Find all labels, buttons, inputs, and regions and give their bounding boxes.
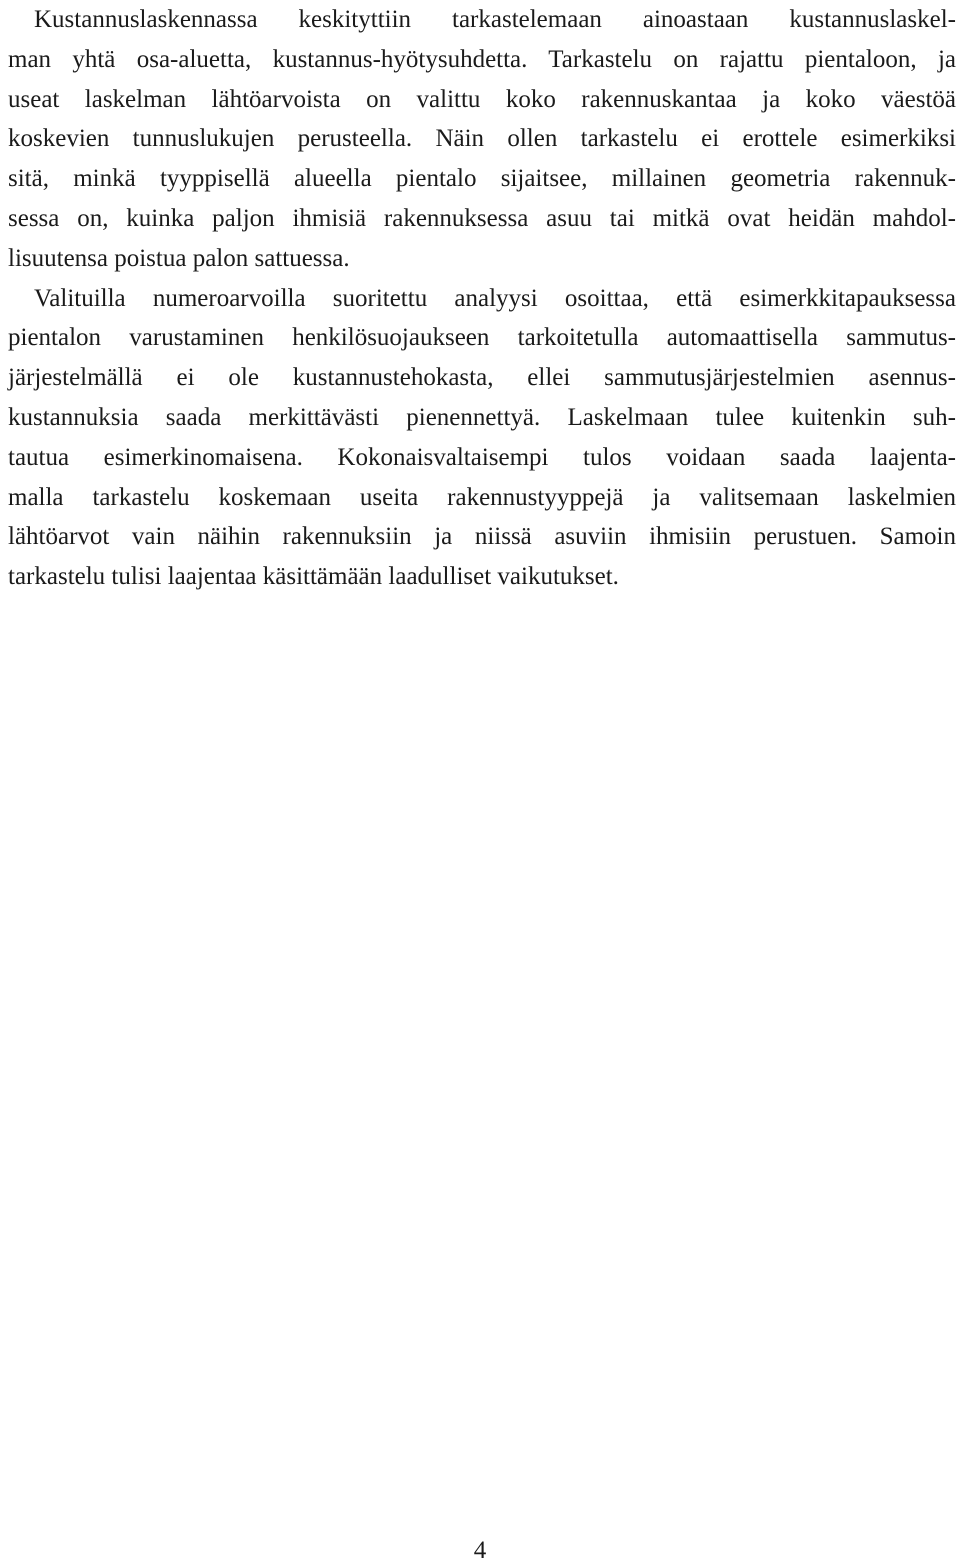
page-number: 4 [473, 1537, 487, 1564]
text-line: kustannuksia saada merkittävästi pienennettyä. Laskelmaan tulee kuitenkin suh- [8, 403, 956, 431]
text-line: sitä, minkä tyyppisellä alueella pientalo sijaitsee, millainen geometria rakennuk- [8, 165, 956, 193]
document-body [8, 0, 956, 597]
text-line: tautua esimerkinomaisena. Kokonaisvaltaisempi tulos voidaan saada laajenta- [8, 443, 956, 471]
text-line: Valituilla numeroarvoilla suoritettu analyysi osoittaa, että esimerkkitapauksessa [34, 284, 956, 312]
text-line: pientalon varustaminen henkilösuojaukseen tarkoitetulla automaattisella sammutus- [8, 324, 956, 352]
text-line: useat laskelman lähtöarvoista on valittu koko rakennuskantaa ja koko väestöä [8, 85, 956, 113]
paragraph-1 [8, 0, 956, 279]
text-line: sessa on, kuinka paljon ihmisiä rakennuksessa asuu tai mitkä ovat heidän mahdol- [8, 204, 956, 232]
text-line: koskevien tunnuslukujen perusteella. Näin ollen tarkastelu ei erottele esimerkiksi [8, 125, 956, 153]
text-line: järjestelmällä ei ole kustannustehokasta, ellei sammutusjärjestelmien asennus- [8, 364, 956, 392]
text-line: malla tarkastelu koskemaan useita rakennustyyppejä ja valitsemaan laskelmien [8, 483, 956, 511]
text-line: lähtöarvot vain näihin rakennuksiin ja niissä asuviin ihmisiin perustuen. Samoin [8, 523, 956, 551]
text-line: man yhtä osa-aluetta, kustannus-hyötysuhdetta. Tarkastelu on rajattu pientaloon, ja [8, 45, 956, 73]
text-line: Kustannuslaskennassa keskityttiin tarkastelemaan ainoastaan kustannuslaskel- [34, 6, 956, 33]
paragraph-2 [8, 279, 956, 597]
text-line: lisuutensa poistua palon sattuessa. [8, 244, 350, 272]
text-line: tarkastelu tulisi laajentaa käsittämään laadulliset vaikutukset. [8, 563, 619, 591]
